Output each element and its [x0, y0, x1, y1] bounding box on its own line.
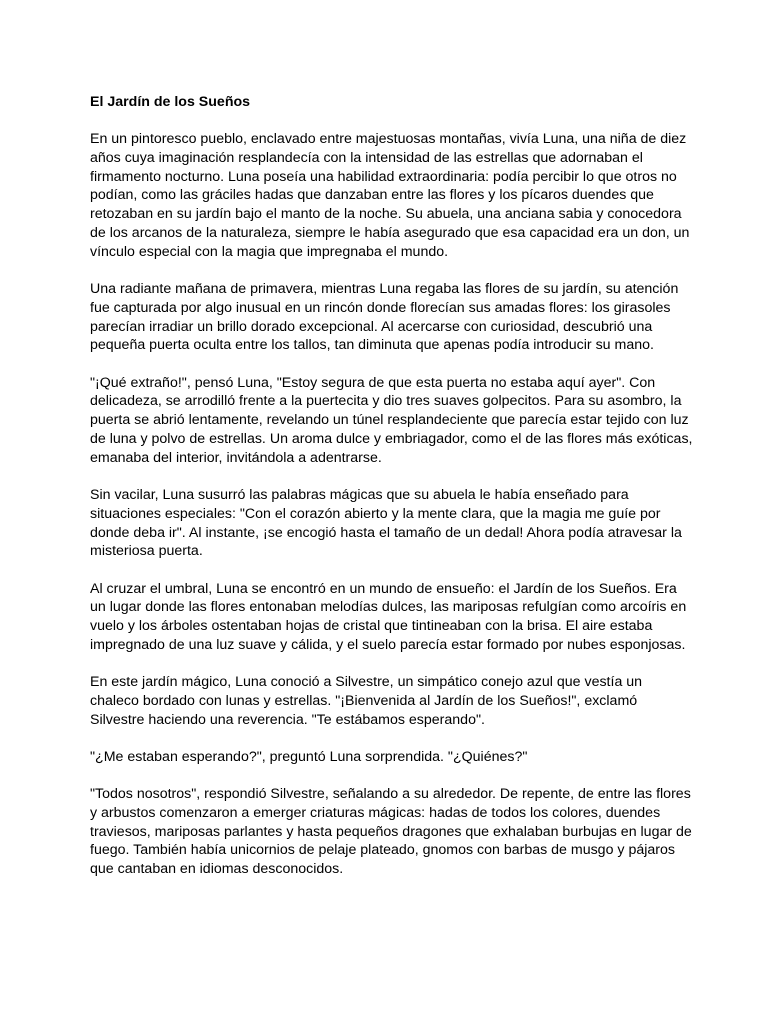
paragraph-line: de los arcanos de la naturaleza, siempre le había asegurado que esa capacidad era un don, un [90, 224, 690, 241]
paragraph-line: misteriosa puerta. [90, 543, 203, 560]
paragraph-line: vuelo y los árboles ostentaban hojas de cristal que tintineaban con la brisa. El aire estaba [90, 618, 653, 635]
paragraph-line: traviesos, mariposas parlantes y hasta pequeños dragones que exhalaban burbujas en lugar de [90, 823, 692, 840]
paragraph-line: En este jardín mágico, Luna conoció a Silvestre, un simpático conejo azul que vestía un [90, 674, 643, 691]
paragraph [90, 486, 680, 561]
paragraph-line: "¿Me estaban esperando?", preguntó Luna sorprendida. "¿Quiénes?" [90, 748, 528, 765]
paragraph-line: vínculo especial con la magia que impregnaba el mundo. [90, 243, 449, 260]
paragraph-line: Sin vacilar, Luna susurró las palabras mágicas que su abuela le había enseñado para [90, 486, 629, 503]
paragraph-line: retozaban en su jardín bajo el manto de la noche. Su abuela, una anciana sabia y conocedora [90, 206, 682, 223]
paragraph-line: Una radiante mañana de primavera, mientras Luna regaba las flores de su jardín, su atención [90, 280, 679, 297]
paragraph-line: pequeña puerta oculta entre los tallos, tan diminuta que apenas podía introducir su mano. [90, 337, 654, 354]
document-title: El Jardín de los Sueños [90, 94, 251, 110]
paragraph [90, 785, 692, 879]
paragraph-line: "¡Qué extraño!", pensó Luna, "Estoy segura de que esta puerta no estaba aquí ayer". Con [90, 374, 656, 391]
paragraph-line: situaciones especiales: "Con el corazón abierto y la mente clara, que la magia me guíe por [90, 505, 661, 522]
paragraph-line: y arbustos comenzaron a emerger criaturas mágicas: hadas de todos los colores, duendes [90, 804, 661, 821]
paragraph-line: de luna y polvo de estrellas. Un aroma dulce y embriagador, como el de las flores más exóticas, [90, 430, 693, 447]
paragraph-line: parecían irradiar un brillo dorado excepcional. Al acercarse con curiosidad, descubrió una [90, 318, 653, 335]
paragraph-line: años cuya imaginación resplandecía con la intensidad de las estrellas que adornaban el [90, 149, 643, 166]
paragraph [90, 374, 693, 468]
paragraph-line: Silvestre haciendo una reverencia. "Te estábamos esperando". [90, 711, 485, 728]
paragraph [90, 580, 687, 655]
paragraph-line: "Todos nosotros", respondió Silvestre, señalando a su alrededor. De repente, de entre las flores [90, 786, 691, 803]
paragraph-line: En un pintoresco pueblo, enclavado entre majestuosas montañas, vivía Luna, una niña de diez [90, 131, 687, 147]
paragraph-line: un lugar donde las flores entonaban melodías dulces, las mariposas refulgían como arcoíris en [90, 599, 687, 616]
document-page [90, 93, 693, 897]
paragraph-line: podían, como las gráciles hadas que danzaban entre las flores y los pícaros duendes que [90, 187, 654, 204]
paragraph-line: que cantaban en idiomas desconocidos. [90, 861, 344, 878]
paragraph-line: puerta se abrió lentamente, revelando un túnel resplandeciente que parecía estar tejido con luz [90, 412, 689, 429]
paragraph-line: firmamento nocturno. Luna poseía una habilidad extraordinaria: podía percibir lo que otros no [90, 168, 677, 185]
paragraph [90, 280, 680, 355]
paragraph-line: chaleco bordado con lunas y estrellas. "¡Bienvenida al Jardín de los Sueños!", exclamó [90, 692, 638, 709]
paragraph-line: donde deba ir". Al instante, ¡se encogió hasta el tamaño de un dedal! Ahora podía atravesar la [90, 524, 682, 541]
paragraph-line: emanaba del interior, invitándola a adentrarse. [90, 449, 382, 466]
paragraph [90, 673, 680, 729]
paragraph-line: Al cruzar el umbral, Luna se encontró en un mundo de ensueño: el Jardín de los Sueños. Era [90, 580, 677, 597]
paragraph [90, 748, 680, 767]
paragraph-line: fuego. También había unicornios de pelaje plateado, gnomos con barbas de musgo y pájaros [90, 842, 675, 859]
paragraph-line: fue capturada por algo inusual en un rincón donde florecían sus amadas flores: los girasoles [90, 299, 671, 316]
paragraph-line: delicadeza, se arrodilló frente a la puertecita y dio tres suaves golpecitos. Para su asombro, la [90, 393, 682, 410]
paragraph-line: impregnado de una luz suave y cálida, y el suelo parecía estar formado por nubes esponjosas. [90, 636, 686, 653]
document-body [90, 130, 693, 879]
paragraph [90, 130, 690, 262]
